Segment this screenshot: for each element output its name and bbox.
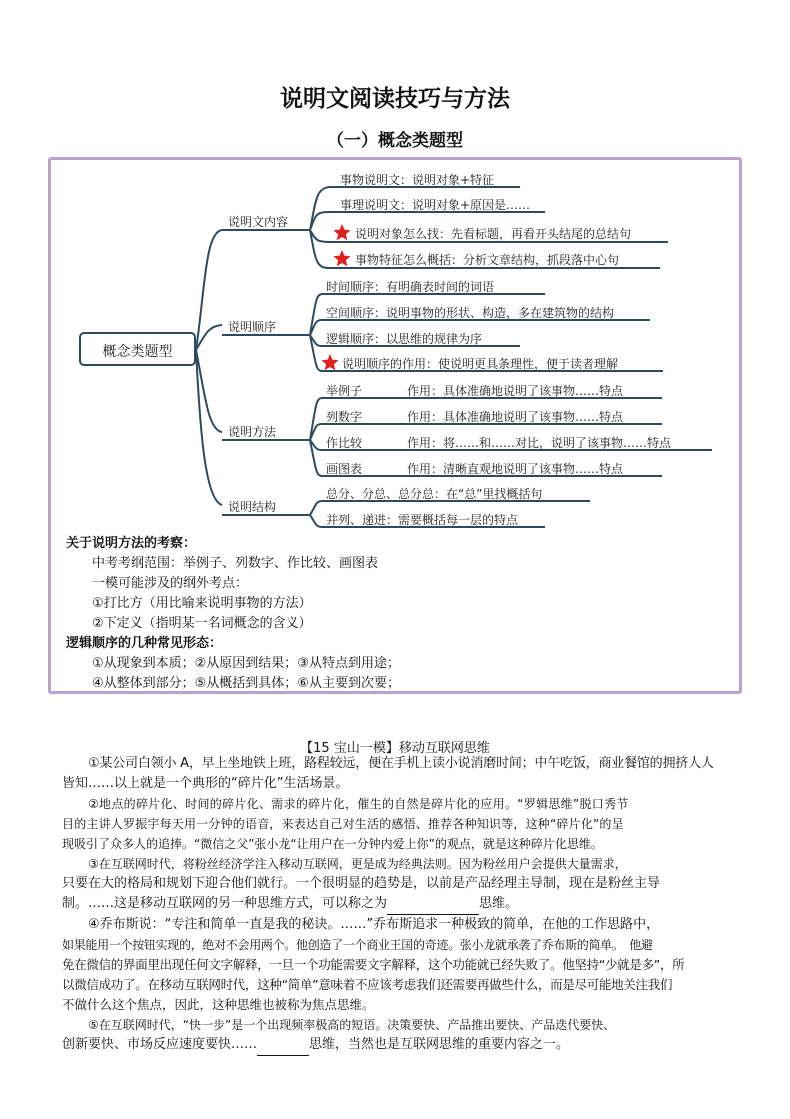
method-name: 画图表: [326, 462, 363, 476]
leaf-item: 事物特征怎么概括：分析文章结构，抓段落中心句: [355, 253, 620, 267]
notes-line: 中考考纲范围：举例子、列数字、作比较、画图表: [92, 556, 379, 571]
section-subtitle: （一）概念类题型: [327, 131, 463, 151]
paragraph-text: 制。……这是移动互联网的另一种思维方式，可以称之为: [62, 896, 388, 911]
leaf-item: 总分、分总、总分总：在“总”里找概括句: [326, 487, 543, 501]
notes-line: ④从整体到部分；⑤从概括到具体；⑥从主要到次要；: [92, 676, 400, 691]
paragraph-line: ③在互联网时代，将粉丝经济学注入移动互联网，更是成为经典法则。因为粉丝用户会提供大量需求，: [88, 857, 627, 871]
branch-label-order: 说明顺序: [228, 320, 277, 334]
leaf-item: 逻辑顺序：以思维的规律为序: [326, 332, 483, 346]
leaf-item: 事理说明文：说明对象+原因是……: [340, 198, 531, 212]
paragraph-text: 思维，当然也是互联网思维的重要内容之一。: [309, 1037, 570, 1052]
paragraph-line: [62, 1035, 762, 1056]
paragraph-line: 以微信成功了。在移动互联网时代，这种“简单”意味着不应该考虑我们还需要再做些什么，而是尽可能地关注我们: [62, 977, 673, 992]
method-name: 作比较: [326, 436, 363, 450]
branch-label-content: 说明文内容: [228, 215, 289, 229]
leaf-item: 时间顺序：有明确表时间的词语: [326, 280, 495, 294]
paragraph-line: ②地点的碎片化、时间的碎片化、需求的碎片化，催生的自然是碎片化的应用。“罗辑思维”脱口秀节: [88, 797, 629, 811]
method-effect: 作用：具体准确地说明了该事物……特点: [407, 384, 624, 398]
leaf-item: 说明顺序的作用：使说明更具条理性，便于读者理解: [342, 357, 619, 371]
paragraph-line: ⑤在互联网时代，“快一步”是一个出现频率极高的短语。决策要快、产品推出要快、产品迭代要快、: [88, 1018, 616, 1032]
method-effect: 作用：具体准确地说明了该事物……特点: [407, 410, 624, 424]
method-effect: 作用：清晰直观地说明了该事物……特点: [407, 462, 624, 476]
method-name: 举例子: [326, 384, 363, 398]
page-title: 说明文阅读技巧与方法: [280, 86, 510, 112]
method-effect: 作用：将……和……对比，说明了该事物……特点: [407, 436, 672, 450]
article-title: 【15 宝山一模】移动互联网思维: [300, 741, 490, 756]
paragraph-line: ①某公司白领小 A，早上坐地铁上班，路程较远，便在手机上读小说消磨时间；中午吃饭，商业餐馆的拥挤人人: [88, 756, 714, 771]
leaf-item: 并列、递进：需要概括每一层的特点: [326, 513, 519, 527]
branch-label-method: 说明方法: [228, 425, 277, 439]
paragraph-line: ④乔布斯说：“专注和简单一直是我的秘诀。……”乔布斯追求一种极致的简单，在他的工作思路中，: [88, 917, 660, 932]
method-name: 列数字: [326, 410, 363, 424]
paragraph-line: 不做什么这个焦点，因此，这种思维也被称为焦点思维。: [62, 997, 375, 1012]
paragraph-line: 目的主讲人罗振宇每天用一分钟的语音，来表达自己对生活的感悟、推荐各种知识等，这种“碎片化”的呈: [62, 817, 624, 831]
notes-line: ②下定义（指明某一名词概念的含义）: [92, 616, 312, 631]
leaf-item: 空间顺序：说明事物的形状、构造，多在建筑物的结构: [326, 306, 615, 320]
paragraph-line: 现吸引了众多人的追捧。“微信之父”张小龙“让用户在一分钟内爱上你”的观点，就是这种碎片化思维。: [62, 837, 603, 851]
paragraph-text: 思维。: [479, 896, 519, 911]
paragraph-line: [62, 894, 762, 915]
paragraph-line: 只要在大的格局和规划下迎合他们就行。一个很明显的趋势是，以前是产品经理主导制，现在是粉丝主导: [62, 876, 661, 891]
notes-line: ①打比方（用比喻来说明事物的方法）: [92, 596, 312, 611]
star-icon: [322, 224, 351, 370]
mindmap-root: 概念类题型: [102, 344, 173, 360]
notes-heading: 逻辑顺序的几种常见形态：: [66, 636, 223, 651]
leaf-item: 事物说明文：说明对象+特征: [340, 173, 495, 187]
paragraph-text: 创新要快、市场反应速度要快……: [62, 1037, 258, 1052]
answer-blank[interactable]: [387, 894, 479, 915]
paragraph-line: 皆知……以上就是一个典形的“碎片化”生活场景。: [62, 776, 349, 791]
paragraph-line: 免在微信的界面里出现任何文字解释，一旦一个功能需要文字解释，这个功能就已经失败了。他坚持“少就是多”，所: [62, 957, 685, 972]
notes-line: ①从现象到本质；②从原因到结果；③从特点到用途；: [92, 656, 400, 671]
notes-heading: 关于说明方法的考察：: [66, 536, 197, 551]
branch-label-structure: 说明结构: [228, 500, 277, 514]
article-body: [62, 754, 762, 1056]
notes-line: 一模可能涉及的纲外考点：: [92, 576, 249, 591]
paragraph-line: 如果能用一个按钮实现的，绝对不会用两个。他创造了一个商业王国的奇迹。张小龙就承袭了乔布斯的简单。 他避: [62, 938, 653, 952]
answer-blank[interactable]: [257, 1035, 309, 1056]
leaf-item: 说明对象怎么找：先看标题，再看开头结尾的总结句: [355, 227, 632, 241]
